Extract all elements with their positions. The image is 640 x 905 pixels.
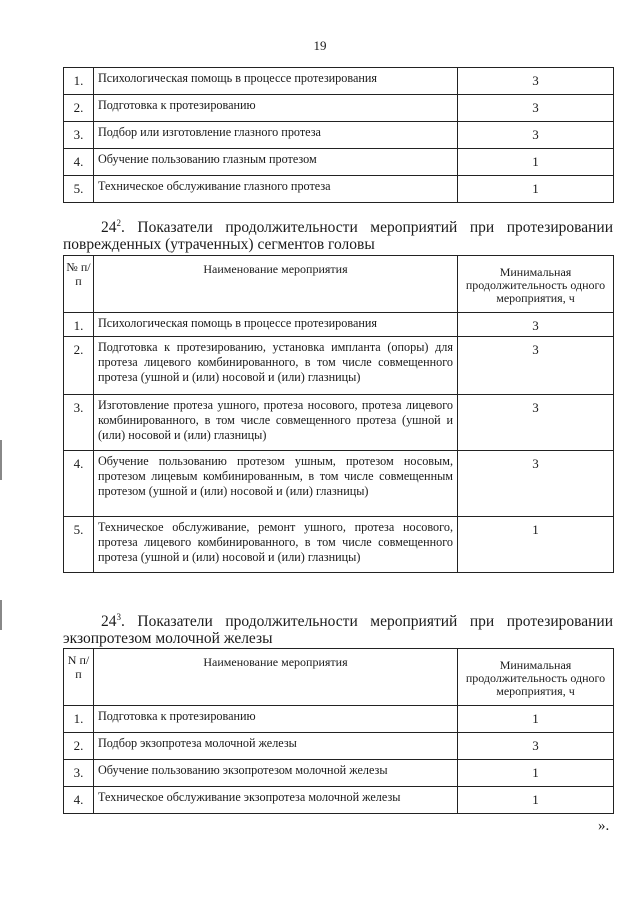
duration-value: 1	[458, 760, 614, 787]
table-row	[64, 95, 614, 122]
section-heading-breast-exoprosthesis	[63, 613, 613, 647]
row-number: 2.	[64, 337, 94, 395]
activity-name: Обучение пользованию экзопротезом молочной железы	[94, 760, 458, 787]
duration-value: 3	[458, 395, 614, 451]
activity-name: Техническое обслуживание глазного протеза	[94, 176, 458, 203]
table-row	[64, 337, 614, 395]
table-row	[64, 176, 614, 203]
table-header-row	[64, 256, 614, 313]
section-number-superscript: 3	[116, 612, 121, 622]
table-header-row	[64, 649, 614, 706]
table-row	[64, 733, 614, 760]
section-number: 24	[101, 613, 117, 630]
table-row	[64, 451, 614, 517]
table-row	[64, 395, 614, 451]
page-number: 19	[313, 38, 327, 53]
section-heading-head-segments	[63, 219, 613, 253]
column-header-duration: Минимальная продолжительность одного мероприятия, ч	[458, 649, 614, 706]
activity-name: Обучение пользованию глазным протезом	[94, 149, 458, 176]
column-header-number: N п/п	[64, 649, 94, 706]
table-row	[64, 68, 614, 95]
duration-value: 3	[458, 95, 614, 122]
row-number: 1.	[64, 706, 94, 733]
activity-name: Подготовка к протезированию, установка импланта (опоры) для протеза лицевого комбинированного, в том числе совмещенного протеза (ушной и (или) носовой и (или) глазницы)	[94, 337, 458, 395]
row-number: 4.	[64, 787, 94, 814]
activity-name: Подбор или изготовление глазного протеза	[94, 122, 458, 149]
row-number: 4.	[64, 149, 94, 176]
row-number: 3.	[64, 395, 94, 451]
column-header-name: Наименование мероприятия	[94, 256, 458, 313]
table-row	[64, 787, 614, 814]
table-breast-exoprosthesis	[63, 648, 614, 814]
duration-value: 3	[458, 122, 614, 149]
table-row	[64, 313, 614, 337]
row-number: 3.	[64, 122, 94, 149]
table-row	[64, 706, 614, 733]
table-row	[64, 122, 614, 149]
activity-name: Техническое обслуживание экзопротеза молочной железы	[94, 787, 458, 814]
duration-value: 3	[458, 451, 614, 517]
closing-quote-mark: ».	[598, 818, 610, 834]
activity-name: Изготовление протеза ушного, протеза носового, протеза лицевого комбинированного, в том числе совмещенного протеза (ушной и (или) носовой и (или) глазницы)	[94, 395, 458, 451]
duration-value: 1	[458, 706, 614, 733]
activity-name: Психологическая помощь в процессе протезирования	[94, 68, 458, 95]
row-number: 5.	[64, 176, 94, 203]
row-number: 2.	[64, 733, 94, 760]
row-number: 5.	[64, 517, 94, 573]
duration-value: 3	[458, 733, 614, 760]
section-title: . Показатели продолжительности мероприятий при протезировании поврежденных (утраченных) сегментов головы	[63, 219, 613, 253]
row-number: 4.	[64, 451, 94, 517]
section-number-superscript: 2	[116, 218, 121, 228]
row-number: 2.	[64, 95, 94, 122]
column-header-name: Наименование мероприятия	[94, 649, 458, 706]
section-number: 24	[101, 219, 117, 236]
table-head-segments	[63, 255, 614, 573]
section-title: . Показатели продолжительности мероприятий при протезировании экзопротезом молочной железы	[63, 613, 613, 647]
duration-value: 3	[458, 68, 614, 95]
duration-value: 1	[458, 176, 614, 203]
duration-value: 1	[458, 517, 614, 573]
duration-value: 3	[458, 337, 614, 395]
scan-edge-mark	[0, 600, 2, 630]
activity-name: Техническое обслуживание, ремонт ушного, протеза носового, протеза лицевого комбинированного, в том числе совмещенного протеза (ушной и (или) носовой и (или) глазницы)	[94, 517, 458, 573]
activity-name: Обучение пользованию протезом ушным, протезом носовым, протезом лицевым комбинированным, в том числе совмещенным протезом (ушной и (или) носовой и (или) глазницы)	[94, 451, 458, 517]
row-number: 1.	[64, 68, 94, 95]
table-row	[64, 149, 614, 176]
table-eye-prosthesis	[63, 67, 614, 203]
column-header-duration: Минимальная продолжительность одного мероприятия, ч	[458, 256, 614, 313]
activity-name: Подготовка к протезированию	[94, 95, 458, 122]
activity-name: Подбор экзопротеза молочной железы	[94, 733, 458, 760]
duration-value: 1	[458, 149, 614, 176]
activity-name: Психологическая помощь в процессе протезирования	[94, 313, 458, 337]
column-header-number: № п/п	[64, 256, 94, 313]
duration-value: 1	[458, 787, 614, 814]
duration-value: 3	[458, 313, 614, 337]
scan-edge-mark	[0, 440, 2, 480]
activity-name: Подготовка к протезированию	[94, 706, 458, 733]
row-number: 3.	[64, 760, 94, 787]
table-row	[64, 517, 614, 573]
row-number: 1.	[64, 313, 94, 337]
table-row	[64, 760, 614, 787]
